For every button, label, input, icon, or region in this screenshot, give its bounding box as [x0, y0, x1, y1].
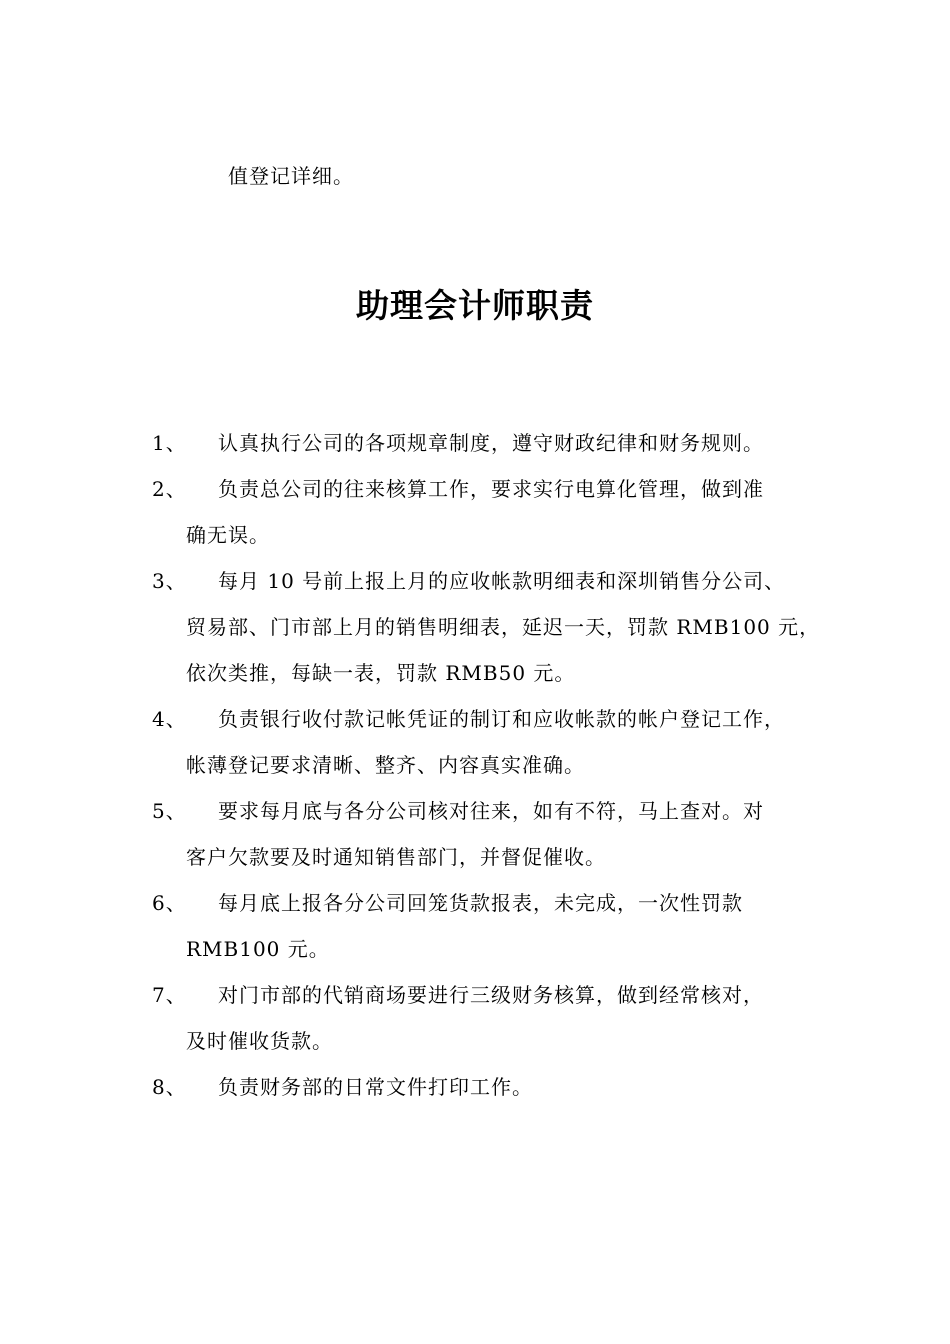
duty-text-line: 客户欠款要及时通知销售部门，并督促催收。: [186, 845, 606, 869]
duty-text-line: 及时催收货款。: [186, 1029, 333, 1053]
duty-text-line: 依次类推，每缺一表，罚款 RMB50 元。: [186, 661, 576, 685]
duty-text-line: 负责总公司的往来核算工作，要求实行电算化管理，做到准: [218, 477, 764, 501]
duty-text-line: 帐薄登记要求清晰、整齐、内容真实准确。: [186, 753, 585, 777]
duty-item-2: [152, 466, 852, 558]
duty-text-line: 要求每月底与各分公司核对往来，如有不符，马上查对。对: [218, 799, 764, 823]
duty-text-line: 负责银行收付款记帐凭证的制订和应收帐款的帐户登记工作，: [218, 707, 785, 731]
duty-item-4: [152, 696, 852, 788]
duty-text-line: 每月 10 号前上报上月的应收帐款明细表和深圳销售分公司、: [218, 569, 786, 593]
duty-number: 2、: [152, 477, 187, 501]
duty-text-line: 对门市部的代销商场要进行三级财务核算，做到经常核对，: [218, 983, 764, 1007]
duty-number: 7、: [152, 983, 187, 1007]
duty-item-3: [152, 558, 852, 696]
continuation-text: 值登记详细。: [228, 164, 354, 188]
duty-text-line: 每月底上报各分公司回笼货款报表，未完成，一次性罚款: [218, 891, 743, 915]
duty-number: 5、: [152, 799, 187, 823]
duty-number: 6、: [152, 891, 187, 915]
page-title: 助理会计师职责: [356, 286, 594, 325]
duty-item-6: [152, 880, 852, 972]
duty-number: 1、: [152, 431, 187, 455]
duty-number: 4、: [152, 707, 187, 731]
duty-item-1: [152, 420, 852, 466]
duty-item-8: [152, 1064, 852, 1110]
duty-item-7: [152, 972, 852, 1064]
duty-text-line: RMB100 元。: [186, 937, 330, 961]
duty-text-line: 确无误。: [186, 523, 270, 547]
duty-text-line: 贸易部、门市部上月的销售明细表，延迟一天，罚款 RMB100 元，: [186, 615, 821, 639]
duty-text-line: 认真执行公司的各项规章制度，遵守财政纪律和财务规则。: [218, 431, 764, 455]
duty-item-5: [152, 788, 852, 880]
duty-number: 8、: [152, 1075, 187, 1099]
duty-number: 3、: [152, 569, 187, 593]
duties-list: [152, 420, 852, 1110]
duty-text-line: 负责财务部的日常文件打印工作。: [218, 1075, 533, 1099]
